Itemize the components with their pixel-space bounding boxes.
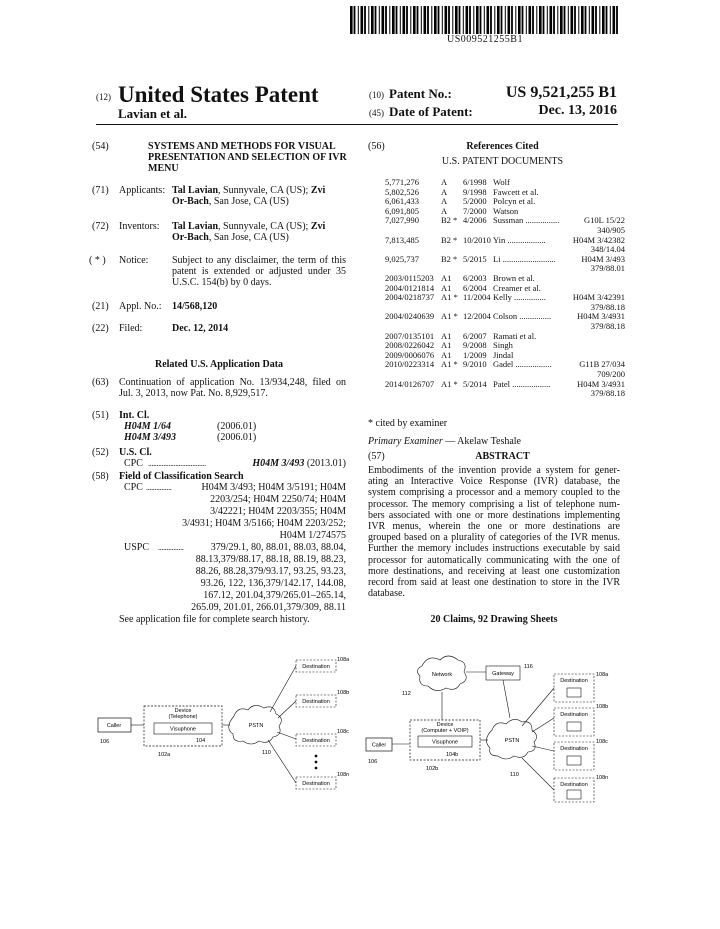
code-51: (51) xyxy=(92,410,109,421)
visuphone-ref: 104 xyxy=(196,738,206,744)
ref-classification: H04M 3/4931 xyxy=(577,378,625,389)
dest-ref-n: 108n xyxy=(596,775,609,781)
barcode xyxy=(350,6,620,34)
code-54: (54) xyxy=(92,141,109,152)
pstn-ref: 110 xyxy=(510,772,519,778)
visuphone-ref: 104b xyxy=(446,752,459,758)
ref-classification: H04M 3/4931 xyxy=(577,311,625,322)
reference-row xyxy=(385,206,625,216)
ref-classification: 379/88.18 xyxy=(590,388,625,399)
abstract-line: IVR menus, wherein the one or more destinations are xyxy=(368,521,620,532)
appl-number: 14/568,120 xyxy=(172,301,218,312)
ellipsis-dot xyxy=(315,761,318,764)
cpc2-dots: ............... xyxy=(146,483,172,492)
uspc-line-4: 93.26, 122, 136,379/142.17, 144.08, xyxy=(200,578,346,589)
caller-ref: 106 xyxy=(100,739,110,745)
reference-row xyxy=(385,388,625,398)
code-58: (58) xyxy=(92,471,109,482)
ref-kind: B2 * xyxy=(441,253,458,264)
filed-date: Dec. 12, 2014 xyxy=(172,323,229,334)
dest-label-n: Destination xyxy=(302,781,330,787)
dest-ref-c: 108c xyxy=(337,729,349,735)
ref-kind: A1 * xyxy=(441,311,458,322)
ellipsis-dot xyxy=(315,767,318,770)
dest-ref-n: 108n xyxy=(337,772,350,778)
phone-icon xyxy=(567,790,581,799)
ref-classification: G11B 27/034 xyxy=(579,359,625,370)
inventors-label: Inventors: xyxy=(119,221,160,232)
uspc-line-5: 167.12, 201.04,379/265.01–265.14, xyxy=(203,590,346,601)
dest-ref-b: 108b xyxy=(337,690,350,696)
abstract-line: processor. The memory comprising a list of telephone num- xyxy=(368,498,620,510)
code-notice: ( * ) xyxy=(89,255,106,266)
ref-classification: 379/88.01 xyxy=(590,263,625,274)
reference-row xyxy=(385,369,625,379)
title-line-3: MENU xyxy=(148,163,179,174)
notice-line-1: Subject to any disclaimer, the term of this xyxy=(172,255,346,266)
ref-number: 6,091,805 xyxy=(385,205,419,216)
link-b xyxy=(532,718,554,732)
reference-row xyxy=(385,263,625,273)
intcl-date-2: (2006.01) xyxy=(217,432,257,443)
cpc-dots: .................................. xyxy=(148,459,206,468)
ref-kind: A1 * xyxy=(441,359,458,370)
reference-row xyxy=(385,225,625,235)
ref-name: Colson ............... xyxy=(493,311,552,322)
gateway-label: Gateway xyxy=(492,671,514,677)
inventors-header: Lavian et al. xyxy=(118,106,187,121)
reference-row xyxy=(385,292,625,302)
reference-row xyxy=(385,359,625,369)
ref-name: Ramati et al. xyxy=(493,330,537,341)
code-12: (12) xyxy=(96,92,111,102)
ref-name: Wolf xyxy=(493,177,510,187)
applicants-line-2: Or-Bach, San Jose, CA (US) xyxy=(172,196,289,207)
pstn-label: PSTN xyxy=(504,738,520,744)
ref-name: Polcyn et al. xyxy=(493,196,536,207)
device-ref: 102b xyxy=(426,766,439,772)
cpc2-label: CPC xyxy=(124,482,143,493)
uspc-dots: ............... xyxy=(158,543,184,552)
link-n xyxy=(522,758,554,790)
ref-name: Singh xyxy=(493,340,513,351)
uscl-label: U.S. Cl. xyxy=(119,447,152,458)
reference-row xyxy=(385,244,625,254)
caller-ref: 106 xyxy=(368,759,378,765)
refs-heading: References Cited xyxy=(466,141,539,152)
ref-number: 2014/0126707 xyxy=(385,378,435,389)
cpc2-line-5: H04M 1/274575 xyxy=(279,530,346,541)
dest-label-b: Destination xyxy=(560,712,588,718)
ref-date: 1/2009 xyxy=(463,349,487,360)
abstract-heading: ABSTRACT xyxy=(475,451,530,462)
cpc2-line-1: H04M 3/493; H04M 3/5191; H04M xyxy=(201,482,346,493)
ref-name: Watson xyxy=(493,205,519,216)
ref-date: 6/2004 xyxy=(463,282,487,293)
cpc-main: H04M 3/493 (2013.01) xyxy=(252,458,346,469)
notice-line-3: U.S.C. 154(b) by 0 days. xyxy=(172,277,272,288)
patent-type-title: United States Patent xyxy=(118,82,319,107)
ref-kind: A1 * xyxy=(441,292,458,303)
code-71: (71) xyxy=(92,185,109,196)
ref-kind: A xyxy=(441,177,448,187)
ref-number: 6,061,433 xyxy=(385,196,419,207)
dest-label-n: Destination xyxy=(560,782,588,788)
reference-row xyxy=(385,215,625,225)
reference-row xyxy=(385,321,625,331)
dest-ref-a: 108a xyxy=(337,657,350,663)
ref-date: 9/1998 xyxy=(463,186,487,197)
abstract-line: ating an Interactive Voice Response (IVR) database, the xyxy=(368,476,620,488)
device-label-1: Device xyxy=(436,722,454,728)
ref-date: 6/1998 xyxy=(463,177,487,187)
dest-label-c: Destination xyxy=(302,738,330,744)
network-ref: 112 xyxy=(402,691,411,697)
ref-date: 9/2008 xyxy=(463,340,487,351)
ref-number: 2009/0006076 xyxy=(385,349,435,360)
cpc-label: CPC xyxy=(124,458,143,469)
dest-ref-c: 108c xyxy=(596,739,608,745)
reference-row xyxy=(385,235,625,245)
gateway-ref: 116 xyxy=(524,664,533,670)
code-56: (56) xyxy=(368,141,385,152)
ref-date: 11/2004 xyxy=(463,292,491,303)
header-rule xyxy=(96,124,618,125)
figure-left xyxy=(92,648,357,798)
reference-row xyxy=(385,311,625,321)
dest-label-c: Destination xyxy=(560,746,588,752)
ref-kind: B2 * xyxy=(441,234,458,245)
code-72: (72) xyxy=(92,221,109,232)
ref-name: Patel .................. xyxy=(493,378,551,389)
ref-name: Yin .................. xyxy=(493,234,546,245)
reference-row xyxy=(385,177,625,187)
ref-classification: 348/14.04 xyxy=(590,244,625,255)
ref-number: 2004/0218737 xyxy=(385,292,435,303)
notice-label: Notice: xyxy=(119,255,149,266)
link-c xyxy=(277,732,296,739)
ref-date: 10/2010 xyxy=(463,234,491,245)
uspc-line-1: 379/29.1, 80, 88.01, 88.03, 88.04, xyxy=(210,542,346,553)
dest-ref-b: 108b xyxy=(596,704,609,710)
ref-number: 5,802,526 xyxy=(385,186,419,197)
code-22: (22) xyxy=(92,323,109,334)
ref-number: 2010/0223314 xyxy=(385,359,435,370)
ref-kind: A1 xyxy=(441,340,452,351)
visuphone-label: Visuphone xyxy=(170,726,196,733)
patent-date: Dec. 13, 2016 xyxy=(538,103,617,118)
title-line-2: PRESENTATION AND SELECTION OF IVR xyxy=(148,152,347,163)
ref-classification: H04M 3/493 xyxy=(581,253,625,264)
title-line-1: SYSTEMS AND METHODS FOR VISUAL xyxy=(148,141,336,152)
ref-name: Sussman ................ xyxy=(493,215,560,226)
reference-row xyxy=(385,273,625,283)
link-a xyxy=(270,666,296,712)
code-45: (45) xyxy=(369,108,384,118)
date-label: Date of Patent: xyxy=(389,104,473,119)
device-ref: 102a xyxy=(158,752,171,758)
device-label-1: Device xyxy=(174,708,192,714)
ref-classification: H04M 3/42382 xyxy=(572,234,625,245)
caller-label: Caller xyxy=(106,723,122,729)
visuphone-label: Visuphone xyxy=(432,739,458,746)
ref-number: 2004/0121814 xyxy=(385,282,435,293)
appl-label: Appl. No.: xyxy=(119,301,162,312)
cpc2-line-4: 3/4931; H04M 3/5166; H04M 2203/252; xyxy=(182,518,346,529)
reference-row xyxy=(385,350,625,360)
ref-kind: A1 xyxy=(441,273,452,283)
code-57: (57) xyxy=(368,451,385,462)
ref-name: Li ......................... xyxy=(493,253,556,264)
ref-kind: A1 xyxy=(441,349,452,360)
ref-number: 5,771,276 xyxy=(385,177,419,187)
ref-date: 9/2010 xyxy=(463,359,487,370)
intcl-label: Int. Cl. xyxy=(119,410,150,421)
reference-row xyxy=(385,379,625,389)
ref-classification: 379/88.18 xyxy=(590,321,625,331)
primary-examiner: Primary Examiner — Akelaw Teshale xyxy=(368,436,521,447)
ref-classification: 709/200 xyxy=(597,369,625,379)
network-label: Network xyxy=(431,672,453,678)
reference-row xyxy=(385,187,625,197)
ref-name: Kelly ............... xyxy=(493,292,546,303)
abstract-line: database. xyxy=(368,588,405,600)
ref-number: 9,025,737 xyxy=(385,253,419,264)
link-a xyxy=(522,688,554,726)
ref-date: 5/2015 xyxy=(463,253,487,264)
ref-name: Jindal xyxy=(493,349,514,360)
abstract-line: processor for automatically communicating with the one of xyxy=(368,554,620,566)
abstract-line: Embodiments of the invention provide a system for gener- xyxy=(368,465,620,476)
ref-kind: A1 * xyxy=(441,378,458,389)
ref-name: Brown et al. xyxy=(493,273,535,283)
inventors-line-1: Tal Lavian, Sunnyvale, CA (US); Zvi xyxy=(172,221,326,232)
pstn-ref: 110 xyxy=(262,750,271,756)
dest-ref-a: 108a xyxy=(596,672,609,678)
applicants-line-1: Tal Lavian, Sunnyvale, CA (US); Zvi xyxy=(172,185,326,196)
reference-row xyxy=(385,283,625,293)
notice-line-2: patent is extended or adjusted under 35 xyxy=(172,266,346,277)
inventors-line-2: Or-Bach, San Jose, CA (US) xyxy=(172,232,289,243)
ref-date: 12/2004 xyxy=(463,311,491,322)
ref-name: Fawcett et al. xyxy=(493,186,539,197)
ellipsis-dot xyxy=(315,755,318,758)
applicants-label: Applicants: xyxy=(119,185,166,196)
abstract-line: grouped based on a plurality of categories of the IVR menus. xyxy=(368,532,620,544)
uspc-line-2: 88.13,379/88.17, 88.18, 88.19, 88.23, xyxy=(195,554,346,565)
dest-label-a: Destination xyxy=(302,664,330,670)
claims-sheets: 20 Claims, 92 Drawing Sheets xyxy=(430,614,558,625)
ref-kind: B2 * xyxy=(441,215,458,226)
ref-classification: 379/88.18 xyxy=(590,301,625,312)
ref-classification: G10L 15/22 xyxy=(583,215,625,226)
code-10: (10) xyxy=(369,90,384,100)
code-63: (63) xyxy=(92,377,109,388)
uspc-line-6: 265.09, 201.01, 266.01,379/309, 88.11 xyxy=(191,602,346,613)
filed-label: Filed: xyxy=(119,323,143,334)
pstn-label: PSTN xyxy=(248,723,264,729)
ref-number: 2007/0135101 xyxy=(385,330,435,341)
link-c xyxy=(532,746,554,751)
abstract-line: record from said at least one destination to store in the IVR xyxy=(368,577,620,588)
ref-date: 6/2003 xyxy=(463,273,487,283)
gateway-pstn-link xyxy=(503,680,510,718)
abstract-line: more destinations, and receiving at least one customization xyxy=(368,565,620,577)
reference-row xyxy=(385,302,625,312)
abstract-line: system comprising a processor and a memory coupled to the xyxy=(368,487,620,499)
reference-row xyxy=(385,196,625,206)
barcode-number: US009521255B1 xyxy=(447,34,523,45)
related-line-2: Jul. 3, 2013, now Pat. No. 8,929,517. xyxy=(119,388,268,399)
cited-by-examiner: * cited by examiner xyxy=(368,418,448,429)
phone-icon xyxy=(567,722,581,731)
link-b xyxy=(278,701,296,718)
code-21: (21) xyxy=(92,301,109,312)
uspc-line-3: 88.26, 88.28,379/93.17, 93.25, 93.23, xyxy=(195,566,346,577)
intcl-date-1: (2006.01) xyxy=(217,421,257,432)
ref-number: 2003/0115203 xyxy=(385,273,434,283)
ref-date: 4/2006 xyxy=(463,215,487,226)
ref-kind: A1 xyxy=(441,330,452,341)
reference-row xyxy=(385,340,625,350)
ref-number: 2008/0226042 xyxy=(385,340,435,351)
device-label-2: (Telephone) xyxy=(168,714,198,720)
reference-row xyxy=(385,331,625,341)
ref-classification: 340/905 xyxy=(597,225,625,235)
see-application: See application file for complete search history. xyxy=(119,614,310,625)
ref-date: 5/2014 xyxy=(463,378,487,389)
related-line-1: Continuation of application No. 13/934,248, filed on xyxy=(119,377,346,388)
ref-kind: A xyxy=(441,186,448,197)
ref-date: 5/2000 xyxy=(463,196,487,207)
reference-row xyxy=(385,254,625,264)
cpc2-line-2: 2203/254; H04M 2250/74; H04M xyxy=(210,494,346,505)
link-n xyxy=(268,740,296,783)
ref-kind: A xyxy=(441,205,448,216)
phone-icon xyxy=(567,688,581,697)
abstract-line: bers associated with one or more destinations implementing xyxy=(368,509,620,521)
ref-date: 6/2007 xyxy=(463,330,487,341)
patent-no-label: Patent No.: xyxy=(389,86,452,101)
patdocs-heading: U.S. PATENT DOCUMENTS xyxy=(441,156,564,167)
ref-kind: A1 xyxy=(441,282,452,293)
uspc-label: USPC xyxy=(124,542,150,553)
device-label-2: (Computer + VOIP) xyxy=(421,728,469,734)
ref-name: Creamer et al. xyxy=(493,282,541,293)
patent-number: US 9,521,255 B1 xyxy=(505,84,617,101)
abstract-line: Further the memory includes instructions executable by said xyxy=(368,543,620,555)
figure-right xyxy=(362,648,624,808)
code-52: (52) xyxy=(92,447,109,458)
intcl-code-2: H04M 3/493 xyxy=(124,432,176,443)
field-search-label: Field of Classification Search xyxy=(119,471,244,482)
intcl-code-1: H04M 1/64 xyxy=(124,421,171,432)
phone-icon xyxy=(567,756,581,765)
ref-name: Gadel ................. xyxy=(493,359,552,370)
ref-date: 7/2000 xyxy=(463,205,487,216)
ref-number: 7,027,990 xyxy=(385,215,419,226)
ref-number: 7,813,485 xyxy=(385,234,419,245)
caller-label: Caller xyxy=(371,742,387,749)
ref-classification: H04M 3/42391 xyxy=(572,292,625,303)
ref-kind: A xyxy=(441,196,448,207)
dest-label-a: Destination xyxy=(560,678,588,684)
related-heading: Related U.S. Application Data xyxy=(154,359,284,370)
dest-label-b: Destination xyxy=(302,699,330,705)
cpc2-line-3: 3/42221; H04M 2203/355; H04M xyxy=(210,506,346,517)
ref-number: 2004/0240639 xyxy=(385,311,435,322)
